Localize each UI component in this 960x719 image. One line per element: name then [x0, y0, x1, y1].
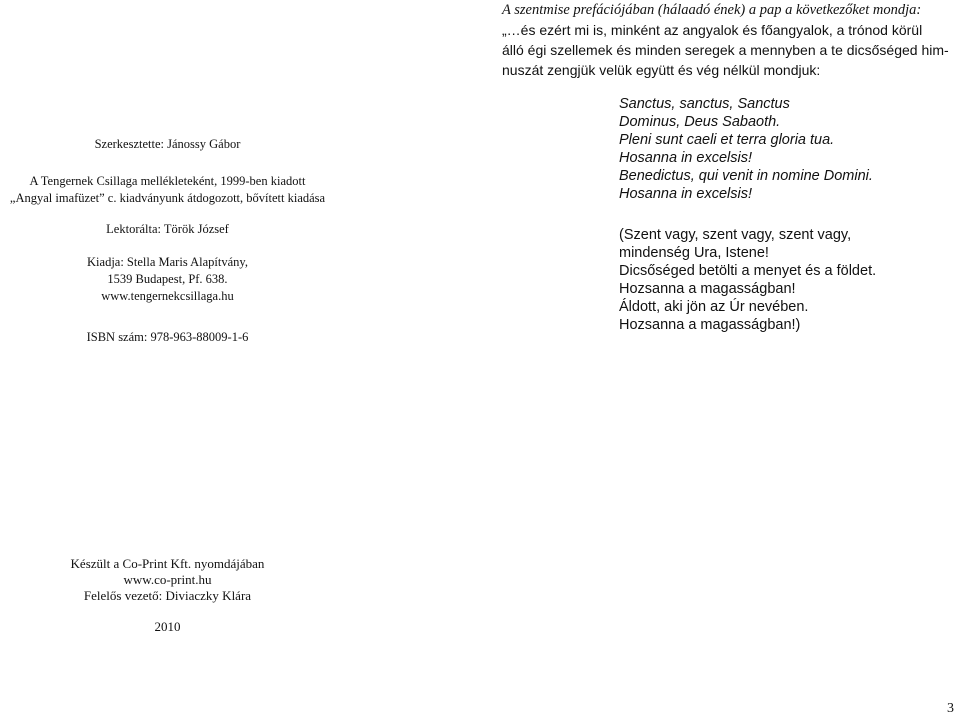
right-page	[502, 0, 957, 333]
publication-year: 2010	[154, 619, 181, 634]
sanctus-hungarian	[619, 226, 876, 334]
preface-body-line: nuszát zengjük velük együtt és vég nélkül mondjuk:	[502, 62, 821, 78]
origin-note-line: „Angyal imafüzet” c. kiadványunk átdogozott, bővített kiadása	[9, 191, 326, 205]
latin-line: Dominus, Deus Sabaoth.	[619, 114, 781, 130]
colophon-block	[0, 136, 335, 346]
preface-body-line: álló égi szellemek és minden seregek a mennyben a te dicsőséged him-	[502, 42, 949, 58]
printer-website: www.co-print.hu	[123, 572, 212, 587]
printer-block	[0, 556, 335, 604]
sanctus-latin	[619, 95, 873, 203]
latin-line: Hosanna in excelsis!	[619, 186, 752, 202]
publisher-address: 1539 Budapest, Pf. 638.	[107, 272, 228, 286]
origin-note-line: A Tengernek Csillaga mellékleteként, 1999-ben kiadott	[29, 174, 306, 188]
isbn-number: ISBN szám: 978-963-88009-1-6	[86, 330, 249, 344]
latin-line: Benedictus, qui venit in nomine Domini.	[619, 168, 873, 184]
hungarian-line: (Szent vagy, szent vagy, szent vagy,	[619, 227, 852, 243]
editor-credit: Szerkesztette: Jánossy Gábor	[94, 137, 241, 151]
latin-line: Hosanna in excelsis!	[619, 150, 752, 166]
hungarian-line: Dicsőséged betölti a menyet és a földet.	[619, 263, 877, 279]
hungarian-line: Hozsanna a magasságban!)	[619, 317, 801, 333]
proofreader-credit: Lektorálta: Török József	[106, 222, 229, 236]
latin-line: Pleni sunt caeli et terra gloria tua.	[619, 132, 835, 148]
hungarian-line: Áldott, aki jön az Úr nevében.	[619, 299, 809, 315]
latin-line: Sanctus, sanctus, Sanctus	[619, 96, 790, 112]
printer-name: Készült a Co-Print Kft. nyomdájában	[70, 556, 265, 571]
hungarian-line: Hozsanna a magasságban!	[619, 281, 796, 297]
publisher-website: www.tengernekcsillaga.hu	[101, 289, 234, 303]
page-number: 3	[947, 701, 954, 716]
preface-heading: A szentmise prefációjában (hálaadó ének) a pap a következőket mondja:	[502, 2, 922, 18]
publisher-name: Kiadja: Stella Maris Alapítvány,	[87, 255, 248, 269]
printer-manager: Felelős vezető: Diviaczky Klára	[83, 588, 252, 603]
preface-intro	[502, 0, 957, 80]
hungarian-line: mindenség Ura, Istene!	[619, 245, 769, 261]
preface-body-line: „…és ezért mi is, minként az angyalok és főangyalok, a trónod körül	[502, 22, 923, 38]
